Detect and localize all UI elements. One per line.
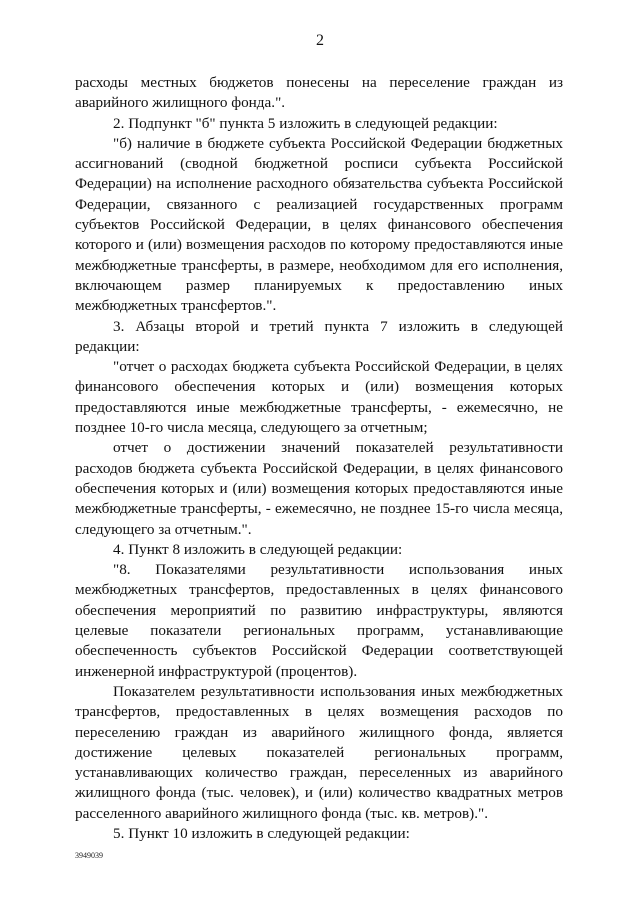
paragraph-point-8-text: "8. Показателями результативности использования иных межбюджетных трансфертов, предоставленных в целях финансового обеспечения мероприятий по развитию инфраструктуры, являются целевые показатели региональных программ, устанавливающие обеспеченность субъектов Российской Федерации соответствующей инженерной инфраструктурой (процентов). <box>75 561 563 680</box>
paragraph-item-2: 2. Подпункт "б" пункта 5 изложить в следующей редакции: <box>113 114 498 132</box>
paragraph-item-4: 4. Пункт 8 изложить в следующей редакции: <box>113 540 403 558</box>
paragraph-item-3: 3. Абзацы второй и третий пункта 7 изложить в следующей редакции: <box>75 317 563 355</box>
paragraph-report-indicators: отчет о достижении значений показателей результативности расходов бюджета субъекта Российской Федерации, в целях финансового обеспечения которых и (или) возмещения которых предоставляются иные межбюджетные трансферты, - ежемесячно, не позднее 15-го числа месяца, следующего за отчетным.". <box>75 439 563 538</box>
document-body <box>75 73 563 844</box>
document-code: 3949039 <box>75 851 103 860</box>
paragraph-report-expenses: "отчет о расходах бюджета субъекта Российской Федерации, в целях финансового обеспечения которых и (или) возмещения которых предоставляются иные межбюджетные трансферты, - ежемесячно, не позднее 10-го числа месяца, следующего за отчетным; <box>75 358 563 437</box>
paragraph-indicator-resettlement: Показателем результативности использования иных межбюджетных трансфертов, предоставленных в целях возмещения расходов по переселению граждан из аварийного жилищного фонда, является достижение целевых показателей региональных программ, устанавливающих количество граждан, переселенных из аварийного жилищного фонда (тыс. человек), и (или) количество квадратных метров расселенного аварийного жилищного фонда (тыс. кв. метров).". <box>75 682 563 822</box>
paragraph-item-5: 5. Пункт 10 изложить в следующей редакции: <box>113 824 410 842</box>
page-number: 2 <box>316 32 324 49</box>
paragraph-continuation: расходы местных бюджетов понесены на переселение граждан из аварийного жилищного фонда.". <box>75 74 563 112</box>
paragraph-subpoint-b-text: "б) наличие в бюджете субъекта Российской Федерации бюджетных ассигнований (сводной бюджетной росписи субъекта Российской Федерации) на исполнение расходного обязательства субъекта Российской Федерации, связанного с реализацией государственных программ субъектов Российской Федерации, в целях финансового обеспечения которого и (или) возмещения расходов по которому предоставляются иные межбюджетные трансферты, в размере, необходимом для его исполнения, включающем размер планируемых к предоставлению иных межбюджетных трансфертов.". <box>75 134 563 315</box>
